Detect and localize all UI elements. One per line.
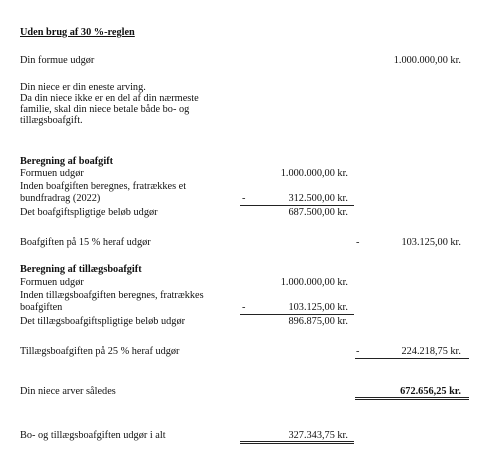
total-double-underline — [240, 441, 354, 444]
boafgift-result-value: 103.125,00 kr. — [401, 237, 461, 248]
tillaeg-fradrag-label-1: Inden tillægsboafgiften beregnes, fratrækkes — [20, 290, 204, 301]
arv-double-underline — [355, 397, 469, 400]
tillaeg-fradrag-label-2: boafgiften — [20, 302, 63, 313]
formue-label: Din formue udgør — [20, 55, 95, 66]
boafgift-fradrag-label-2: bundfradrag (2022) — [20, 193, 101, 204]
boafgift-fradrag-value: 312.500,00 kr. — [288, 193, 348, 204]
tillaeg-formue-label: Formuen udgør — [20, 277, 84, 288]
info-line-2: Da din niece ikke er en del af din nærmeste — [20, 93, 199, 104]
formue-value: 1.000.000,00 kr. — [393, 55, 461, 66]
boafgift-formue-value: 1.000.000,00 kr. — [280, 168, 348, 179]
arv-value: 672.656,25 kr. — [400, 386, 461, 397]
tillaeg-fradrag-value: 103.125,00 kr. — [288, 302, 348, 313]
boafgift-formue-label: Formuen udgør — [20, 168, 84, 179]
arv-label: Din niece arver således — [20, 386, 116, 397]
tillaeg-result-underline — [355, 358, 469, 359]
tillaeg-result-minus: - — [356, 346, 360, 357]
page-title: Uden brug af 30 %-reglen — [20, 27, 135, 38]
tillaeg-pligtig-value: 896.875,00 kr. — [288, 316, 348, 327]
boafgift-pligtig-value: 687.500,00 kr. — [288, 207, 348, 218]
boafgift-fradrag-minus: - — [242, 193, 246, 204]
total-label: Bo- og tillægsboafgiften udgør i alt — [20, 430, 166, 441]
tillaeg-fradrag-minus: - — [242, 302, 246, 313]
tillaeg-result-label: Tillægsboafgiften på 25 % heraf udgør — [20, 346, 180, 357]
tillaeg-formue-value: 1.000.000,00 kr. — [280, 277, 348, 288]
tillaeg-fradrag-underline — [240, 314, 354, 315]
info-line-3: familie, skal din niece betale både bo- og — [20, 104, 190, 115]
tillaeg-heading: Beregning af tillægsboafgift — [20, 264, 142, 275]
boafgift-result-label: Boafgiften på 15 % heraf udgør — [20, 237, 151, 248]
boafgift-fradrag-label-1: Inden boafgiften beregnes, fratrækkes et — [20, 181, 187, 192]
total-value: 327.343,75 kr. — [288, 430, 348, 441]
boafgift-fradrag-underline — [240, 205, 354, 206]
tillaeg-result-value: 224.218,75 kr. — [401, 346, 461, 357]
tillaeg-pligtig-label: Det tillægsboafgiftspligtige beløb udgør — [20, 316, 186, 327]
boafgift-result-minus: - — [356, 237, 360, 248]
info-line-4: tillægsboafgift. — [20, 115, 83, 126]
boafgift-heading: Beregning af boafgift — [20, 156, 114, 167]
info-line-1: Din niece er din eneste arving. — [20, 82, 146, 93]
boafgift-pligtig-label: Det boafgiftspligtige beløb udgør — [20, 207, 158, 218]
